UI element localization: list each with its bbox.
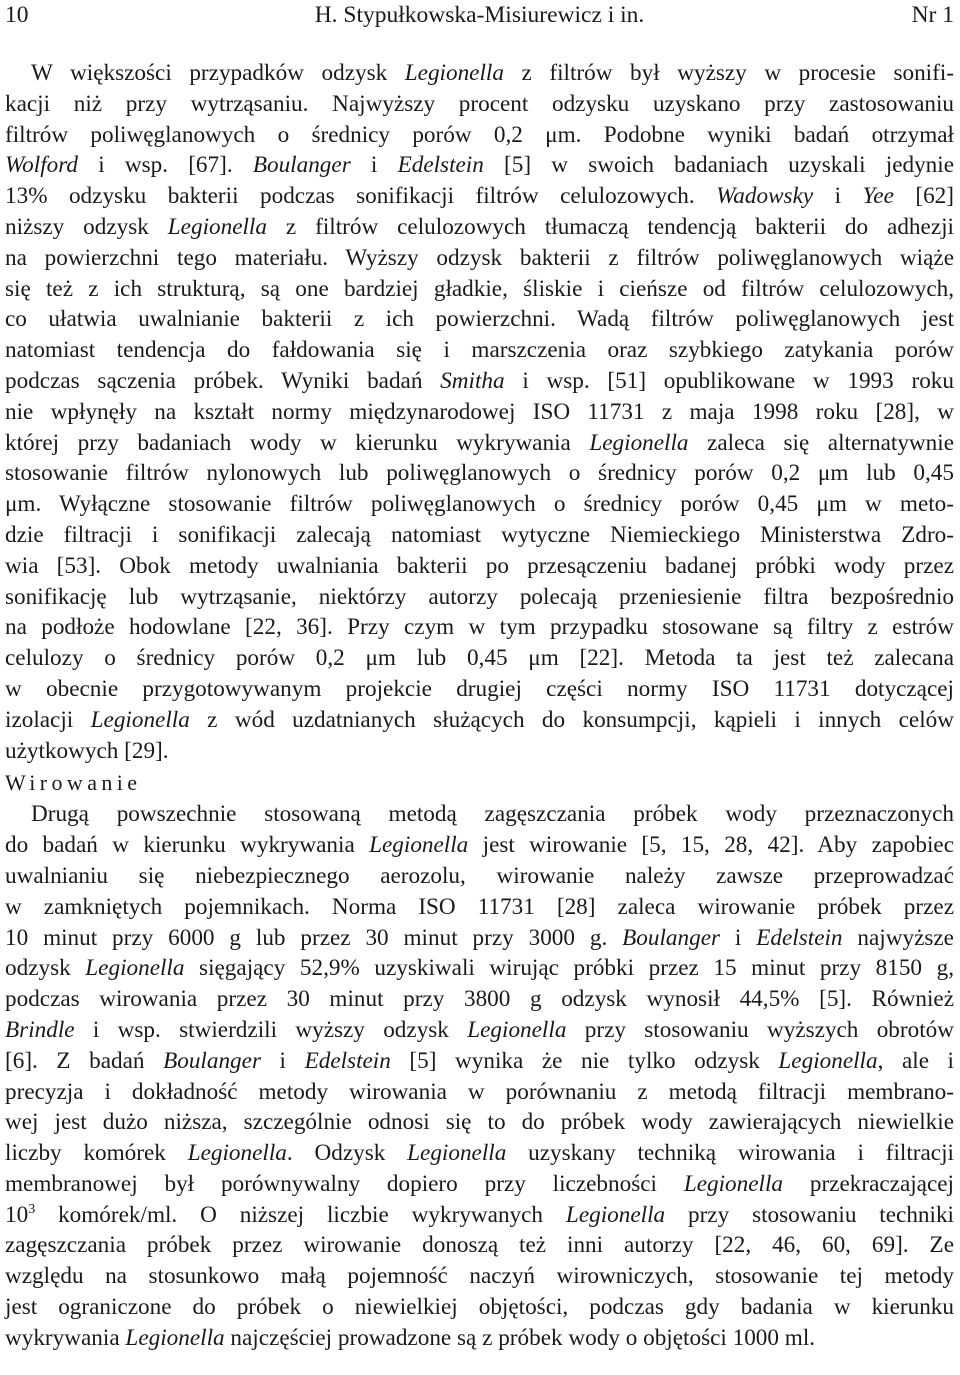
text-line: sonifikację lub wytrząsanie, niektórzy autorzy polecają przeniesienie filtra bezpośrednio bbox=[5, 583, 954, 610]
text-line: na podłoże hodowlane [22, 36]. Przy czym w tym przypadku stosowane są filtry z estrów bbox=[5, 614, 954, 641]
running-header bbox=[5, 0, 954, 30]
issue-number: Nr 1 bbox=[911, 2, 954, 28]
text-line: 10 minut przy 6000 g lub przez 30 minut przy 3000 g. Boulanger i Edelstein najwyższe bbox=[5, 924, 954, 951]
text-line: 13% odzysku bakterii podczas sonifikacji filtrów celulozowych. Wadowsky i Yee [62] bbox=[5, 183, 954, 210]
text-line: celulozy o średnicy porów 0,2 μm lub 0,45 μm [22]. Metoda ta jest też zalecana bbox=[5, 645, 954, 672]
text-line: μm. Wyłączne stosowanie filtrów poliwęglanowych o średnicy porów 0,45 μm w meto- bbox=[5, 491, 954, 518]
text-line: się też z ich strukturą, są one bardziej gładkie, śliskie i cieńsze od filtrów celulozowych, bbox=[5, 275, 954, 302]
text-line: $10^3$ komórek/ml. O niższej liczbie wykrywanych Legionella przy stosowaniu techniki bbox=[5, 1201, 954, 1228]
section-heading-wirowanie: Wirowanie bbox=[5, 770, 142, 796]
text-line: filtrów poliwęglanowych o średnicy porów 0,2 μm. Podobne wyniki badań otrzymał bbox=[5, 121, 954, 148]
text-line: odzysk Legionella sięgający 52,9% uzyskiwali wirując próbki przez 15 minut przy 8150 g, bbox=[5, 955, 954, 982]
text-line: w zamkniętych pojemnikach. Norma ISO 11731 [28] zaleca wirowanie próbek przez bbox=[5, 893, 954, 920]
text-line: użytkowych [29]. bbox=[5, 737, 169, 764]
text-line: w obecnie przygotowywanym projekcie drugiej części normy ISO 11731 dotyczącej bbox=[5, 675, 954, 702]
text-line: Drugą powszechnie stosowaną metodą zagęszczania próbek wody przeznaczonych bbox=[31, 801, 954, 828]
paragraph-filtration-recovery bbox=[5, 58, 954, 766]
text-line: do badań w kierunku wykrywania Legionella jest wirowanie [5, 15, 28, 42]. Aby zapobiec bbox=[5, 832, 954, 859]
text-line: zagęszczania próbek przez wirowanie donoszą też inni autorzy [22, 46, 60, 69]. Ze bbox=[5, 1232, 954, 1259]
text-line: W większości przypadków odzysk Legionella z filtrów był wyższy w procesie sonifi- bbox=[31, 60, 954, 86]
paragraph-centrifugation bbox=[5, 799, 954, 1353]
text-line: wykrywania Legionella najczęściej prowadzone są z próbek wody o objętości 1000 ml. bbox=[5, 1324, 816, 1351]
text-line: jest ograniczone do próbek o niewielkiej objętości, podczas gdy badania w kierunku bbox=[5, 1294, 954, 1321]
text-line: podczas sączenia próbek. Wyniki badań Smitha i wsp. [51] opublikowane w 1993 roku bbox=[5, 367, 954, 394]
text-line: niższy odzysk Legionella z filtrów celulozowych tłumaczą tendencją bakterii do adhezji bbox=[5, 213, 954, 240]
text-line: membranowej był porównywalny dopiero przy liczebności Legionella przekraczającej bbox=[5, 1170, 954, 1197]
text-line: na powierzchni tego materiału. Wyższy odzysk bakterii z filtrów poliwęglanowych wiąże bbox=[5, 244, 954, 271]
text-line: izolacji Legionella z wód uzdatnianych służących do konsumpcji, kąpieli i innych celów bbox=[5, 706, 954, 733]
text-line: natomiast tendencja do fałdowania się i marszczenia oraz szybkiego zatykania porów bbox=[5, 337, 954, 364]
text-line: liczby komórek Legionella. Odzysk Legionella uzyskany techniką wirowania i filtracji bbox=[5, 1140, 954, 1167]
text-line: uwalnianiu się niebezpiecznego aerozolu, wirowanie należy zawsze przeprowadzać bbox=[5, 862, 954, 889]
running-title: H. Stypułkowska-Misiurewicz i in. bbox=[314, 2, 645, 28]
page-number: 10 bbox=[5, 2, 29, 28]
article-body bbox=[5, 58, 954, 1354]
text-line: dzie filtracji i sonifikacji zalecają natomiast wytyczne Niemieckiego Ministerstwa Zdro- bbox=[5, 521, 954, 548]
text-line: stosowanie filtrów nylonowych lub poliwęglanowych o średnicy porów 0,2 μm lub 0,45 bbox=[5, 460, 954, 487]
text-line: Brindle i wsp. stwierdzili wyższy odzysk Legionella przy stosowaniu wyższych obrotów bbox=[5, 1016, 954, 1043]
text-line: precyzja i dokładność metody wirowania w porównaniu z metodą filtracji membrano- bbox=[5, 1078, 954, 1105]
text-line: Wolford i wsp. [67]. Boulanger i Edelstein [5] w swoich badaniach uzyskali jedynie bbox=[5, 152, 955, 179]
text-line: podczas wirowania przez 30 minut przy 3800 g odzysk wynosił 44,5% [5]. Również bbox=[5, 986, 954, 1013]
text-line: której przy badaniach wody w kierunku wykrywania Legionella zaleca się alternatywnie bbox=[5, 429, 954, 456]
text-line: wej jest dużo niższa, szczególnie odnosi się to do próbek wody zawierających niewielkie bbox=[5, 1109, 954, 1136]
text-line: co ułatwia uwalnianie bakterii z ich powierzchni. Wadą filtrów poliwęglanowych jest bbox=[5, 306, 954, 333]
text-line: wia [53]. Obok metody uwalniania bakterii po przesączeniu badanej próbki wody przez bbox=[5, 552, 954, 579]
text-line: nie wpłynęły na kształt normy międzynarodowej ISO 11731 z maja 1998 roku [28], w bbox=[5, 398, 954, 425]
text-line: [6]. Z badań Boulanger i Edelstein [5] wynika że nie tylko odzysk Legionella, ale i bbox=[5, 1047, 954, 1074]
text-line: względu na stosunkowo małą pojemność naczyń wirowniczych, stosowanie tej metody bbox=[5, 1263, 954, 1290]
text-line: kacji niż przy wytrząsaniu. Najwyższy procent odzysku uzyskano przy zastosowaniu bbox=[5, 90, 954, 117]
